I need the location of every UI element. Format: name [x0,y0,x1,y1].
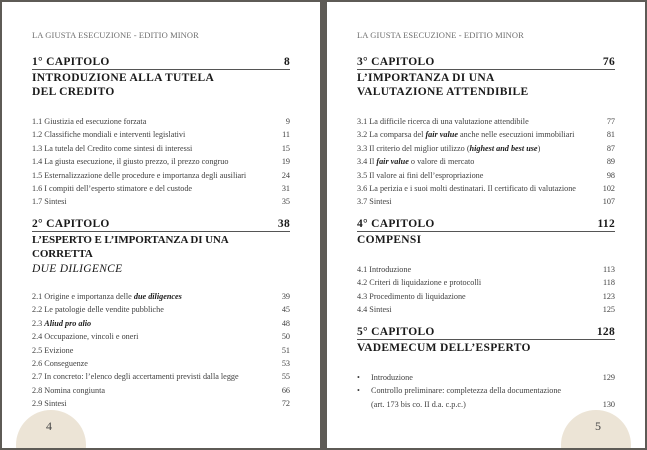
chapter-heading [32,218,290,232]
toc-entry[interactable]: 3.1 La difficile ricerca di una valutazione attendibile 77 [357,117,615,126]
toc-entries [357,115,615,209]
toc-entry[interactable]: 1.4 La giusta esecuzione, il giusto prezzo, il prezzo congruo 19 [32,157,290,167]
toc-entry[interactable]: 1.2 Classifiche mondiali e interventi legislativi 11 [32,130,290,140]
chapter-1 [32,56,290,209]
chapter-heading [32,56,290,70]
toc-entry[interactable]: 2.1 Origine e importanza delle due diligences 39 [32,292,290,301]
toc-entry[interactable]: (art. 173 bis co. II d.a. c.p.c.) 130 [371,399,615,409]
chapter-label: 5° CAPITOLO [357,326,435,338]
chapter-2 [32,218,290,411]
chapter-heading [357,326,615,340]
toc-entry[interactable]: 1.5 Esternalizzazione delle procedure e importanza degli ausiliari 24 [32,170,290,180]
bullet-icon: • [357,386,360,396]
toc-entry[interactable]: 4.3 Procedimento di liquidazione 123 [357,291,615,301]
toc-entry[interactable]: 2.7 In concreto: l’elenco degli accertamenti previsti dalla legge 55 [32,372,290,382]
toc-entry[interactable]: 2.5 Evizione 51 [32,345,290,355]
toc-entry[interactable]: • Introduzione 129 [357,371,615,384]
toc-entry[interactable]: 4.2 Criteri di liquidazione e protocolli 118 [357,278,615,288]
chapter-label: 1° CAPITOLO [32,56,110,68]
chapter-label: 2° CAPITOLO [32,218,110,230]
bullet-icon: • [357,373,360,382]
right-page [327,2,645,448]
chapter-page: 128 [596,326,615,338]
chapter-page: 76 [602,56,615,68]
toc-entry[interactable]: 1.3 La tutela del Credito come sintesi di interessi 15 [32,143,290,153]
toc-entry[interactable]: 2.8 Nomina congiunta 66 [32,385,290,395]
toc-entry[interactable]: 3.7 Sintesi 107 [357,197,615,207]
toc-entries [32,115,290,209]
toc-entries [357,263,615,317]
toc-entry[interactable]: 2.4 Occupazione, vincoli e oneri 50 [32,332,290,342]
chapter-title-line-2: DUE DILIGENCE [32,263,123,275]
chapter-page: 8 [283,56,290,68]
toc-entry[interactable]: 2.3 Aliud pro alio 48 [32,318,290,328]
toc-entry[interactable]: 3.5 Il valore ai fini dell’espropriazione 98 [357,170,615,180]
toc-entry[interactable]: 2.9 Sintesi 72 [32,399,290,409]
toc-entry[interactable]: 1.7 Sintesi 35 [32,197,290,207]
toc-entry[interactable]: 1.1 Giustizia ed esecuzione forzata 9 [32,117,290,126]
chapter-title: INTRODUZIONE ALLA TUTELA DEL CREDITO [32,72,214,98]
toc-entry[interactable]: 3.4 Il fair value o valore di mercato 89 [357,157,615,167]
chapter-label: 4° CAPITOLO [357,218,435,230]
chapter-heading [357,56,615,70]
chapter-4 [357,218,615,317]
running-header: LA GIUSTA ESECUZIONE - EDITIO MINOR [357,30,524,40]
chapter-3 [357,56,615,209]
chapter-heading [357,218,615,232]
left-page [2,2,320,448]
toc-entry[interactable]: 2.6 Conseguenze 53 [32,359,290,369]
toc-entry[interactable]: • Controllo preliminare: completezza della documentazione [357,384,615,397]
toc-entry[interactable]: 3.6 La perizia e i suoi molti destinatari. Il certificato di valutazione 102 [357,184,615,194]
toc-entry[interactable]: 3.2 La comparsa del fair value anche nelle esecuzioni immobiliari 81 [357,130,615,140]
chapter-5 [357,326,615,411]
chapter-title: COMPENSI [357,234,422,246]
toc-entry[interactable]: 4.1 Introduzione 113 [357,265,615,274]
toc-entry[interactable]: 4.4 Sintesi 125 [357,305,615,315]
chapter-title: L’IMPORTANZA DI UNA VALUTAZIONE ATTENDIBILE [357,72,529,98]
toc-entry[interactable]: 1.6 I compiti dell’esperto stimatore e del custode 31 [32,184,290,194]
chapter-page: 38 [277,218,290,230]
chapter-page: 112 [597,218,615,230]
page-number: 5 [595,419,601,433]
chapter-label: 3° CAPITOLO [357,56,435,68]
page-number: 4 [46,419,52,433]
toc-entry[interactable]: 2.2 Le patologie delle vendite pubbliche 45 [32,305,290,315]
toc-entries [357,371,615,411]
toc-entries [32,290,290,411]
chapter-title-line-1: L’ESPERTO E L’IMPORTANZA DI UNA CORRETTA [32,234,229,260]
toc-entry[interactable]: 3.3 Il criterio del miglior utilizzo (highest and best use) 87 [357,143,615,153]
chapter-title: VADEMECUM DELL’ESPERTO [357,342,531,354]
running-header: LA GIUSTA ESECUZIONE - EDITIO MINOR [32,30,199,40]
